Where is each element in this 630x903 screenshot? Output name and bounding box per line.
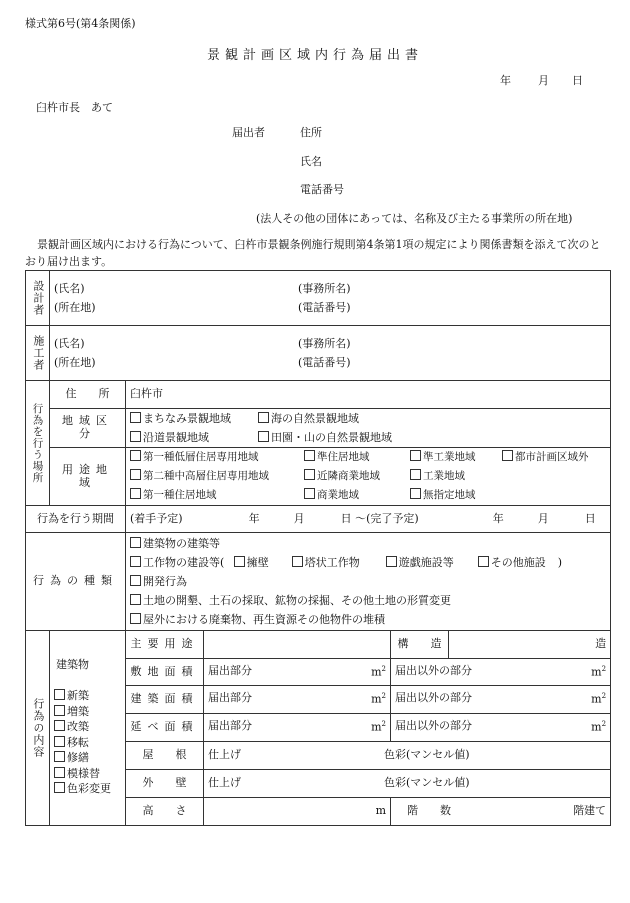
height-value[interactable] <box>204 798 391 826</box>
notified-label: 届出部分 <box>208 691 252 705</box>
place-label-cell <box>26 381 50 506</box>
kind-option-label: 土地の開墾、土石の採取、鉱物の採掘、その他土地の形質変更 <box>143 594 451 607</box>
checkbox-icon <box>478 556 489 567</box>
designer-fields <box>50 271 611 326</box>
use-option[interactable] <box>410 486 476 505</box>
kind-row <box>26 533 611 631</box>
checkbox-icon <box>130 412 141 423</box>
checkbox-icon <box>130 556 141 567</box>
checkbox-icon <box>130 575 141 586</box>
building-option-label: 新築 <box>67 689 89 703</box>
kind-option-label: 屋外における廃棄物、再生資源その他物件の堆積 <box>143 613 385 626</box>
wall-label: 外 壁 <box>126 770 204 798</box>
wall-fields[interactable] <box>204 770 611 798</box>
kind-option-label: 開発行為 <box>143 575 187 588</box>
building-option[interactable] <box>54 688 121 704</box>
use-option-label: 商業地域 <box>317 489 359 501</box>
builder-location-label: (所在地) <box>54 356 96 369</box>
roof-fields[interactable] <box>204 742 611 770</box>
checkbox-icon <box>54 705 65 716</box>
zone-option-label: 沿道景観地域 <box>143 431 209 444</box>
sqm-unit: $m^2$ <box>591 720 607 734</box>
paren-close: ) <box>557 556 563 569</box>
start-year-label: 年 <box>248 511 260 525</box>
use-option[interactable] <box>304 486 410 505</box>
applicant-phone-label: 電話番号 <box>300 183 344 196</box>
wall-color-label: 色彩(マンセル値) <box>384 776 470 790</box>
use-option-label: 第一種住居地域 <box>143 489 217 501</box>
site-area-notified[interactable] <box>204 659 391 686</box>
use-option[interactable] <box>130 467 304 486</box>
statement-text: 景観計画区域内における行為について、臼杵市景観条例施行規則第4条第1項の規定により関係書類を添えて次のとおり届け出ます。 <box>25 238 601 268</box>
structure-option[interactable] <box>292 553 386 572</box>
zone-option[interactable] <box>130 428 258 447</box>
place-address-label: 住 所 <box>50 381 126 409</box>
notified-label: 届出部分 <box>208 663 252 677</box>
period-fields[interactable] <box>126 506 611 533</box>
building-option[interactable] <box>54 735 121 751</box>
checkbox-icon <box>304 469 315 480</box>
checkbox-icon <box>234 556 245 567</box>
building-option-label: 模様替 <box>67 766 100 780</box>
checkbox-icon <box>54 720 65 731</box>
other-label: 届出以外の部分 <box>395 719 472 733</box>
wall-finish-label: 仕上げ <box>208 776 241 790</box>
height-unit: m <box>375 804 386 818</box>
checkbox-icon <box>54 751 65 762</box>
start-month-label: 月 <box>293 511 305 525</box>
kind-option[interactable] <box>130 534 606 553</box>
building-options-cell <box>50 631 126 826</box>
use-option-label: 近隣商業地域 <box>317 470 380 482</box>
checkbox-icon <box>258 412 269 423</box>
sqm-unit: $m^2$ <box>371 664 386 679</box>
zone-option[interactable] <box>258 428 392 447</box>
checkbox-icon <box>386 556 397 567</box>
structure-option[interactable] <box>386 553 478 572</box>
building-option[interactable] <box>54 781 121 797</box>
structure-label: 構 造 <box>391 631 449 659</box>
place-use-row <box>26 448 611 506</box>
checkbox-icon <box>304 488 315 499</box>
applicant-address-label: 住所 <box>300 126 322 139</box>
builder-phone-label: (電話番号) <box>298 356 351 369</box>
floors-unit: 階建て <box>573 804 607 818</box>
building-option[interactable] <box>54 766 121 782</box>
main-use-value[interactable] <box>204 631 391 659</box>
checkbox-icon <box>130 431 141 442</box>
zone-option[interactable] <box>130 409 258 428</box>
kind-option[interactable] <box>130 610 606 629</box>
zone-option-label: 田園・山の自然景観地域 <box>271 431 392 444</box>
designer-phone-label: (電話番号) <box>298 301 351 314</box>
kind-label: 行為の種類 <box>26 533 126 631</box>
use-option[interactable] <box>410 467 465 486</box>
roof-label: 屋 根 <box>126 742 204 770</box>
site-area-other[interactable] <box>391 659 611 686</box>
end-month-label: 月 <box>537 511 549 525</box>
building-option-label: 改築 <box>67 720 89 734</box>
checkbox-icon <box>130 488 141 499</box>
checkbox-icon <box>54 689 65 700</box>
other-label: 届出以外の部分 <box>395 691 472 705</box>
builder-row <box>26 326 611 381</box>
building-label: 建築物 <box>56 658 89 672</box>
sqm-unit: $m^2$ <box>371 720 386 734</box>
checkbox-icon <box>130 594 141 605</box>
place-label: 行為を行う場所 <box>31 402 44 484</box>
kind-option[interactable] <box>130 572 606 591</box>
building-option-label: 移転 <box>67 735 89 749</box>
floors-label: 階 数 <box>407 804 451 818</box>
use-option-label: 都市計画区域外 <box>515 451 589 463</box>
builder-fields <box>50 326 611 381</box>
notification-form-table <box>25 270 611 826</box>
date-year-label: 年 <box>500 74 511 87</box>
roof-finish-label: 仕上げ <box>208 748 241 762</box>
use-option[interactable] <box>410 448 502 467</box>
site-area-label: 敷地面積 <box>126 659 204 686</box>
kind-option[interactable] <box>130 591 606 610</box>
use-option[interactable] <box>130 486 304 505</box>
checkbox-icon <box>292 556 303 567</box>
builder-label: 施工者 <box>31 335 45 371</box>
use-district-options <box>126 448 611 506</box>
structure-option-label: 遊戯施設等 <box>398 556 454 569</box>
designer-office-label: (事務所名) <box>298 282 351 295</box>
structure-option-label: 塔状工作物 <box>304 556 360 569</box>
building-option[interactable] <box>54 750 121 766</box>
checkbox-icon <box>258 431 269 442</box>
building-area-other[interactable] <box>391 686 611 714</box>
building-area-notified[interactable] <box>204 686 391 714</box>
use-option-label: 第二種中高層住居専用地域 <box>143 470 269 482</box>
sqm-unit: $m^2$ <box>371 692 386 706</box>
use-option-label: 無指定地域 <box>423 489 476 501</box>
corporation-note: (法人その他の団体にあっては、名称及び主たる事業所の所在地) <box>256 212 573 225</box>
floors-cell[interactable] <box>391 798 611 826</box>
kind-option-label: 工作物の建設等( <box>143 556 225 569</box>
structure-option-label: 擁壁 <box>246 556 269 569</box>
main-use-label: 主要用途 <box>126 631 204 659</box>
sqm-unit: $m^2$ <box>591 664 607 679</box>
designer-name-label: (氏名) <box>54 282 85 295</box>
form-title: 景観計画区域内行為届出書 <box>206 48 423 63</box>
floor-area-other[interactable] <box>391 714 611 742</box>
building-area-label: 建築面積 <box>126 686 204 714</box>
checkbox-icon <box>130 613 141 624</box>
use-district-label: 用途地域 <box>50 448 126 506</box>
kind-options <box>126 533 611 631</box>
designer-row <box>26 271 611 326</box>
end-day-label: 日 <box>584 511 596 525</box>
use-option[interactable] <box>304 448 410 467</box>
place-address-value: 臼杵市 <box>126 381 611 409</box>
designer-label: 設計者 <box>31 280 45 316</box>
height-label: 高 さ <box>126 798 204 826</box>
zone-options <box>126 409 611 448</box>
designer-location-label: (所在地) <box>54 301 96 314</box>
content-label-cell <box>26 631 50 826</box>
sqm-unit: $m^2$ <box>591 692 607 706</box>
content-label: 行為の内容 <box>31 698 45 758</box>
builder-label-cell <box>26 326 50 381</box>
checkbox-icon <box>410 469 421 480</box>
checkbox-icon <box>54 767 65 778</box>
use-option-label: 準工業地域 <box>423 451 476 463</box>
checkbox-icon <box>410 450 421 461</box>
building-option[interactable] <box>54 704 121 720</box>
addressee: 臼杵市長 あて <box>36 101 113 114</box>
kind-option[interactable] <box>130 553 606 572</box>
checkbox-icon <box>304 450 315 461</box>
building-options <box>54 688 121 797</box>
period-row <box>26 506 611 533</box>
zone-option[interactable] <box>258 409 359 428</box>
date-month-label: 月 <box>538 74 549 87</box>
other-label: 届出以外の部分 <box>395 663 472 677</box>
building-option-label: 増築 <box>67 704 89 718</box>
floor-area-label: 延べ面積 <box>126 714 204 742</box>
building-option-label: 色彩変更 <box>67 782 111 796</box>
building-option[interactable] <box>54 719 121 735</box>
applicant-name-label: 氏名 <box>300 155 322 168</box>
place-address-row <box>26 381 611 409</box>
structure-option[interactable] <box>478 553 558 572</box>
date-day-label: 日 <box>572 74 583 87</box>
zone-option-label: 海の自然景観地域 <box>271 412 359 425</box>
place-zone-row <box>26 409 611 448</box>
use-option[interactable] <box>304 467 410 486</box>
checkbox-icon <box>130 469 141 480</box>
checkbox-icon <box>54 782 65 793</box>
end-year-label: 年 <box>492 511 504 525</box>
structure-option-label: その他施設 <box>490 556 546 569</box>
use-option[interactable] <box>130 448 304 467</box>
use-option-label: 準住居地域 <box>317 451 370 463</box>
checkbox-icon <box>410 488 421 499</box>
checkbox-icon <box>130 450 141 461</box>
roof-color-label: 色彩(マンセル値) <box>384 748 470 762</box>
checkbox-icon <box>54 736 65 747</box>
kind-option-label: 建築物の建築等 <box>143 537 220 550</box>
start-label: (着手予定) <box>130 511 183 525</box>
zone-option-label: まちなみ景観地域 <box>143 412 231 425</box>
use-option[interactable] <box>502 448 589 467</box>
structure-option[interactable] <box>234 553 292 572</box>
checkbox-icon <box>502 450 513 461</box>
building-option-label: 修繕 <box>67 751 89 765</box>
form-number: 様式第6号(第4条関係) <box>25 17 136 30</box>
builder-name-label: (氏名) <box>54 337 85 350</box>
main-use-row <box>26 631 611 659</box>
end-label: 日 〜(完了予定) <box>340 511 419 525</box>
floor-area-notified[interactable] <box>204 714 391 742</box>
checkbox-icon <box>130 537 141 548</box>
zone-label: 地域区分 <box>50 409 126 448</box>
designer-label-cell <box>26 271 50 326</box>
builder-office-label: (事務所名) <box>298 337 351 350</box>
use-option-label: 工業地域 <box>423 470 465 482</box>
period-label: 行為を行う期間 <box>26 506 126 533</box>
applicant-label: 届出者 <box>232 126 265 139</box>
structure-value[interactable] <box>449 631 611 659</box>
notified-label: 届出部分 <box>208 719 252 733</box>
use-option-label: 第一種低層住居専用地域 <box>143 451 259 463</box>
structure-unit: 造 <box>595 637 607 651</box>
